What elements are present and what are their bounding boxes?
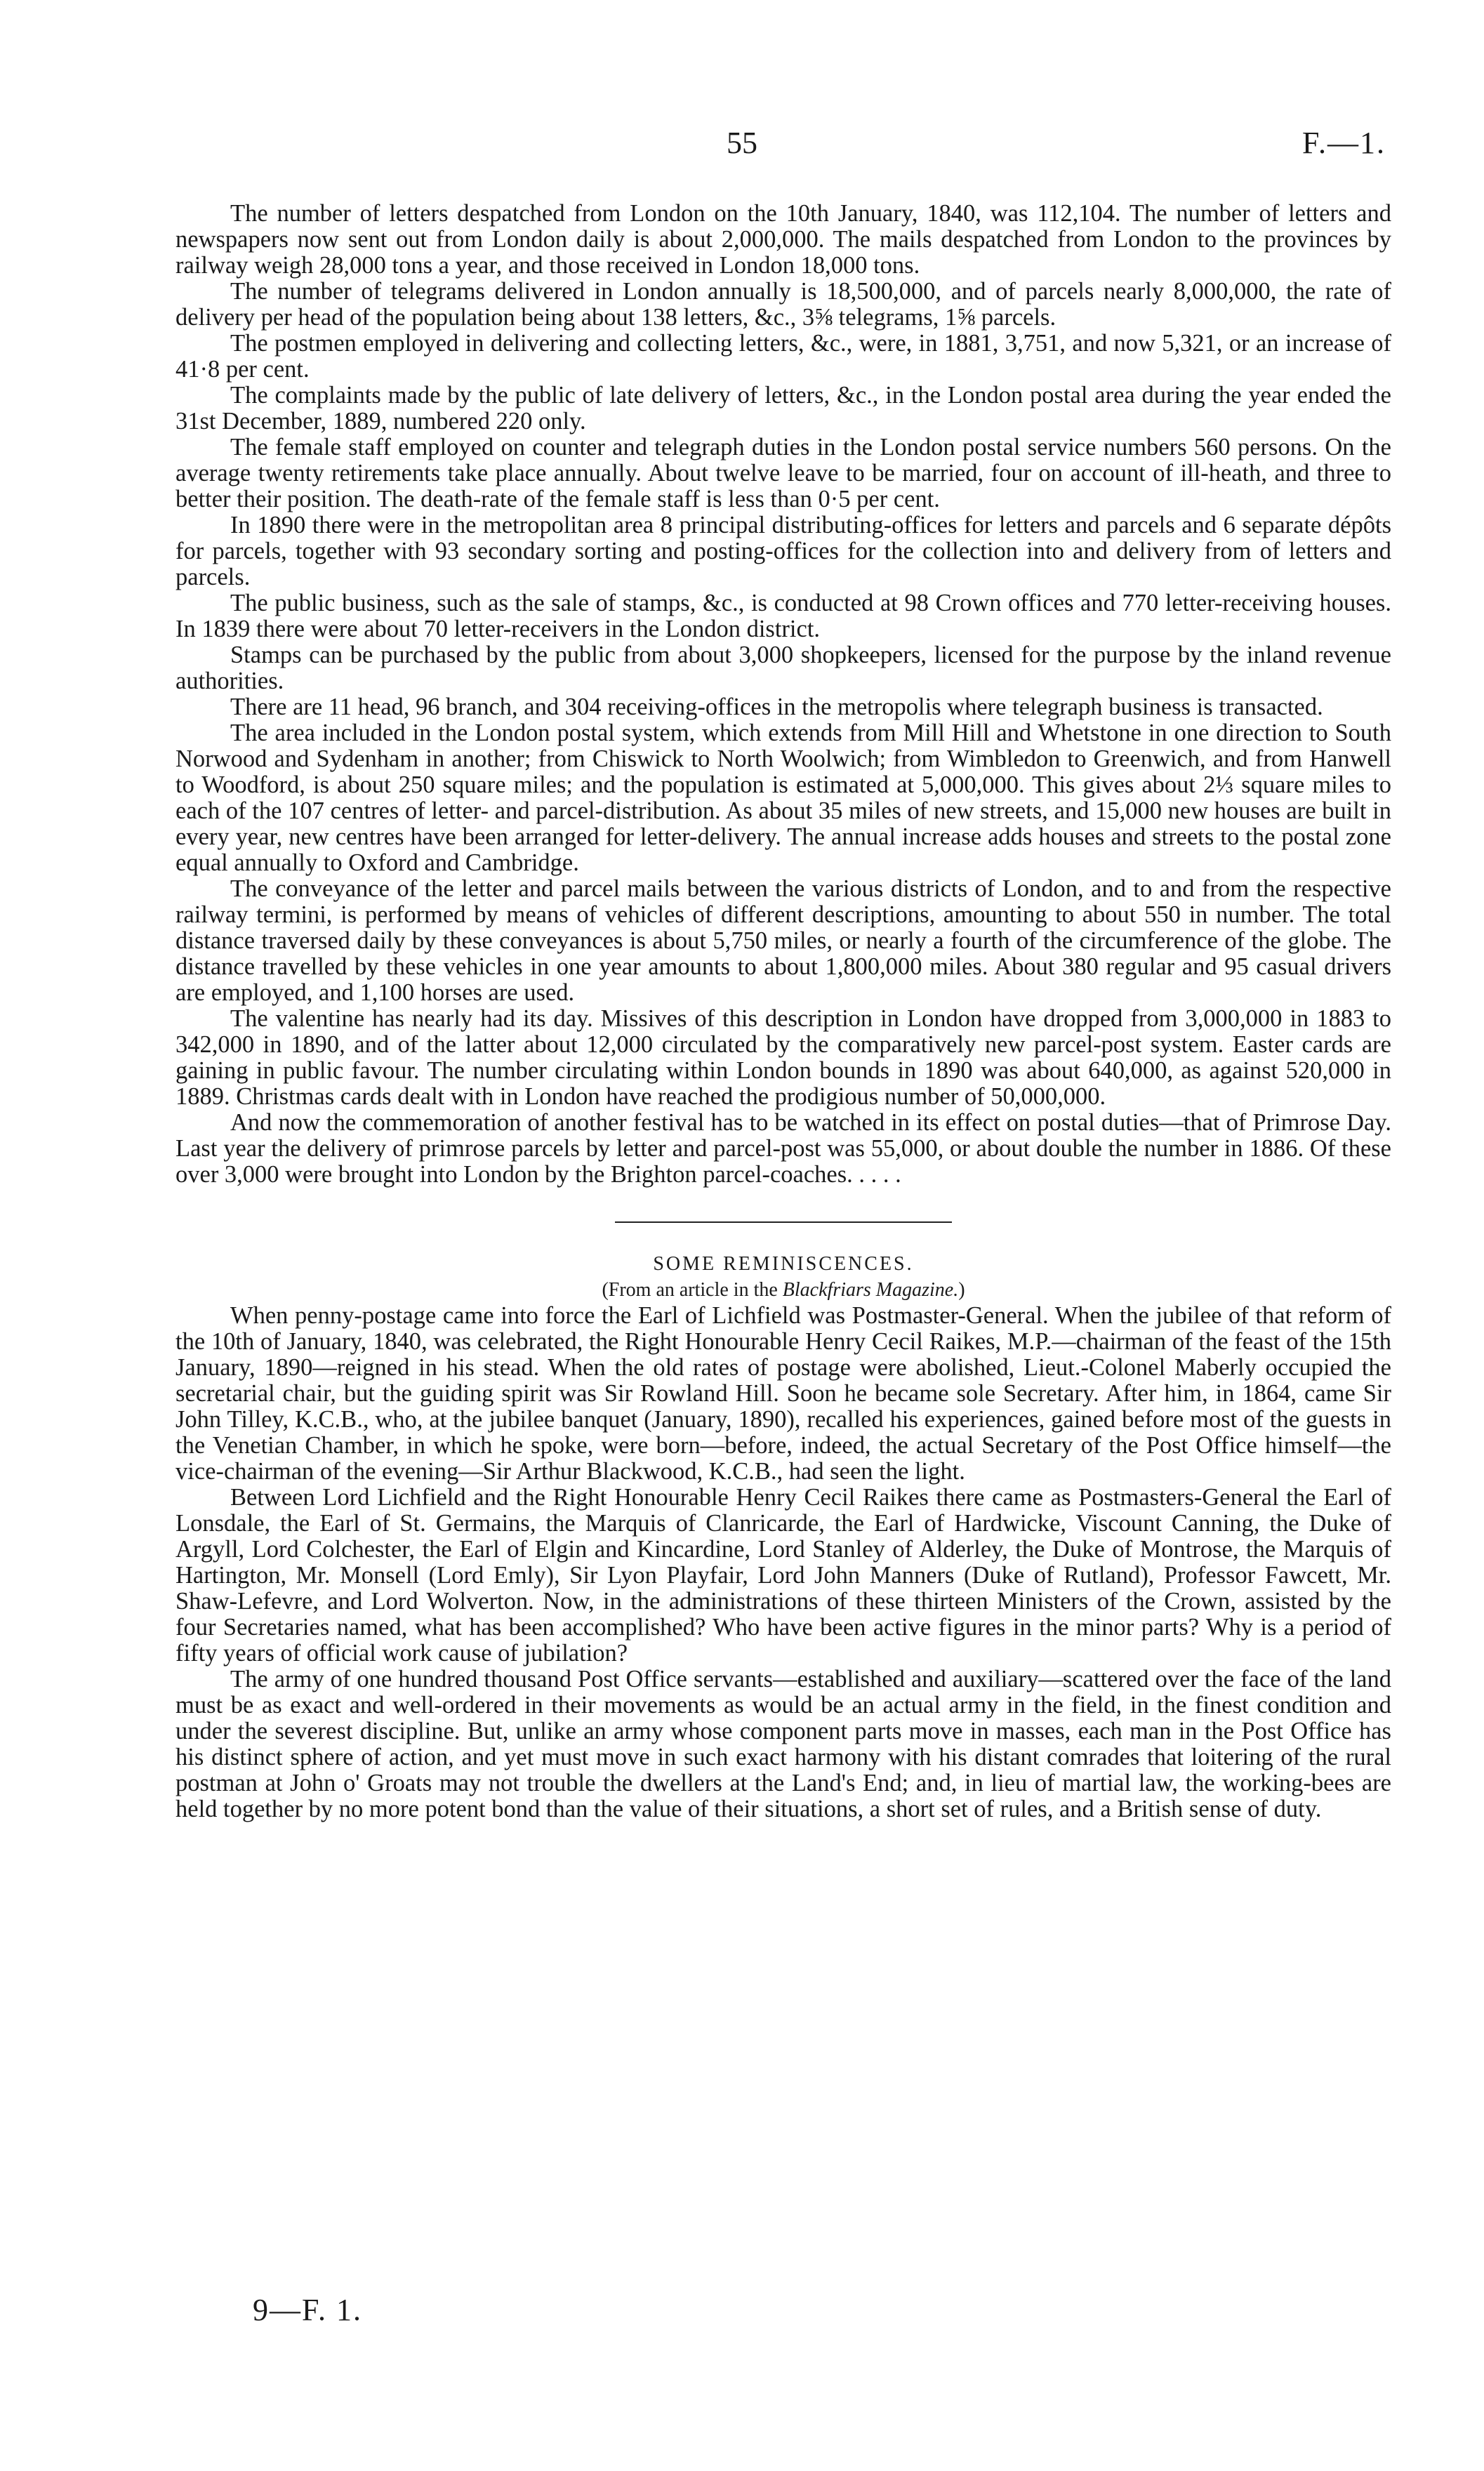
paragraph: The conveyance of the letter and parcel mails between the various districts of London, and to and from the respective railway termini, is performed by means of vehicles of different descriptions, amounting to about 550 in number. The total distance traversed daily by these conveyances is about 5,750 miles, or nearly a fourth of the circumference of the globe. The distance travelled by these vehicles in one year amounts to about 1,800,000 miles. About 380 regular and 95 casual drivers are employed, and 1,100 horses are used. <box>175 875 1391 1006</box>
section-paragraph: When penny-postage came into force the Earl of Lichfield was Postmaster-General. When the jubilee of that reform of the 10th of January, 1840, was celebrated, the Right Honourable Henry Cecil Raikes, M.P.—chairman of the feast of the 15th January, 1890—reigned in his stead. When the old rates of postage were abolished, Lieut.-Colonel Maberly occupied the secretarial chair, but the guiding spirit was Sir Rowland Hill. Soon he became sole Secretary. After him, in 1864, came Sir John Tilley, K.C.B., who, at the jubilee banquet (January, 1890), recalled his experiences, gained before most of the guests in the Venetian Chamber, in which he spoke, were born—before, indeed, the actual Secretary of the Post Office himself—the vice-chairman of the evening—Sir Arthur Blackwood, K.C.B., had seen the light. <box>175 1302 1391 1485</box>
paragraph: The public business, such as the sale of stamps, &c., is conducted at 98 Crown offices and 770 letter-receiving houses. In 1839 there were about 70 letter-receivers in the London district. <box>175 590 1391 642</box>
section-source <box>175 1277 1391 1303</box>
paragraph: The number of telegrams delivered in London annually is 18,500,000, and of parcels nearly 8,000,000, the rate of delivery per head of the population being about 138 letters, &c., 3⅝ telegrams, 1⅝ parcels. <box>175 278 1391 331</box>
paragraph: The number of letters despatched from London on the 10th January, 1840, was 112,104. The number of letters and newspapers now sent out from London daily is about 2,000,000. The mails despatched from London to the provinces by railway weigh 28,000 tons a year, and those received in London 18,000 tons. <box>175 200 1391 279</box>
printer-signature: 9—F. 1. <box>253 2293 362 2327</box>
section-title: SOME REMINISCENCES. <box>653 1253 914 1275</box>
section-paragraph: Between Lord Lichfield and the Right Honourable Henry Cecil Raikes there came as Postmasters-General the Earl of Lonsdale, the Earl of St. Germains, the Marquis of Clanricarde, the Earl of Hardwicke, Viscount Canning, the Duke of Argyll, Lord Colchester, the Earl of Elgin and Kincardine, Lord Stanley of Alderley, the Duke of Montrose, the Marquis of Hartington, Mr. Monsell (Lord Emly), Sir Lyon Playfair, Lord John Manners (Duke of Rutland), Professor Fawcett, Mr. Shaw-Lefevre, and Lord Wolverton. Now, in the administrations of these thirteen Ministers of the Crown, assisted by the four Secretaries named, what has been accomplished? Who have been active figures in the minor parts? Why is a period of fifty years of official work cause of jubilation? <box>175 1484 1391 1667</box>
paragraph: The complaints made by the public of late delivery of letters, &c., in the London postal area during the year ended the 31st December, 1889, numbered 220 only. <box>175 382 1391 435</box>
section-paragraph: The army of one hundred thousand Post Office servants—established and auxiliary—scattered over the face of the land must be as exact and well-ordered in their movements as would be an actual army in the field, in the finest condition and under the severest discipline. But, unlike an army whose component parts move in masses, each man in the Post Office has his distinct sphere of action, and yet must move in such exact harmony with his distant comrades that loitering of the rural postman at John o' Groats may not trouble the dwellers at the Land's End; and, in lieu of martial law, the working-bees are held together by no more potent bond than the value of their situations, a short set of rules, and a British sense of duty. <box>175 1666 1391 1822</box>
paragraph: The area included in the London postal system, which extends from Mill Hill and Whetstone in one direction to South Norwood and Sydenham in another; from Chiswick to North Woolwich; from Wimbledon to Greenwich, and from Hanwell to Woodford, is about 250 square miles; and the population is estimated at 5,000,000. This gives about 2⅓ square miles to each of the 107 centres of letter- and parcel-distribution. As about 35 miles of new streets, and 15,000 new houses are built in every year, new centres have been arranged for letter-delivery. The annual increase adds houses and streets to the postal zone equal annually to Oxford and Cambridge. <box>175 720 1391 876</box>
source-prefix: (From an article in the <box>602 1279 783 1301</box>
paragraph: The female staff employed on counter and telegraph duties in the London postal service numbers 560 persons. On the average twenty retirements take place annually. About twelve leave to be married, four on account of ill-heath, and three to better their position. The death-rate of the female staff is less than 0·5 per cent. <box>175 434 1391 512</box>
paragraph: The postmen employed in delivering and collecting letters, &c., were, in 1881, 3,751, and now 5,321, or an increase of 41·8 per cent. <box>175 330 1391 383</box>
paragraph: In 1890 there were in the metropolitan area 8 principal distributing-offices for letters and parcels and 6 separate dépôts for parcels, together with 93 secondary sorting and posting-offices for the collection into and delivery from of letters and parcels. <box>175 512 1391 590</box>
page-number: 55 <box>727 126 757 160</box>
paragraph: Stamps can be purchased by the public from about 3,000 shopkeepers, licensed for the purpose by the inland revenue authorities. <box>175 642 1391 694</box>
main-text <box>175 201 1391 1822</box>
paragraph: There are 11 head, 96 branch, and 304 receiving-offices in the metropolis where telegraph business is transacted. <box>230 694 1323 720</box>
source-suffix: ) <box>958 1279 965 1301</box>
source-title: Blackfriars Magazine. <box>782 1279 959 1301</box>
paragraph: The valentine has nearly had its day. Missives of this description in London have dropped from 3,000,000 in 1883 to 342,000 in 1890, and of the latter about 12,000 circulated by the comparatively new parcel-post system. Easter cards are gaining in public favour. The number circulating within London bounds in 1890 was about 640,000, as against 520,000 in 1889. Christmas cards dealt with in London have reached the prodigious number of 50,000,000. <box>175 1005 1391 1110</box>
page-reference: F.—1. <box>1302 126 1386 160</box>
section-divider <box>615 1221 952 1223</box>
paragraph: And now the commemoration of another festival has to be watched in its effect on postal duties—that of Primrose Day. Last year the delivery of primrose parcels by letter and parcel-post was 55,000, or about double the number in 1886. Of these over 3,000 were brought into London by the Brighton parcel-coaches. . . . . <box>175 1109 1391 1188</box>
